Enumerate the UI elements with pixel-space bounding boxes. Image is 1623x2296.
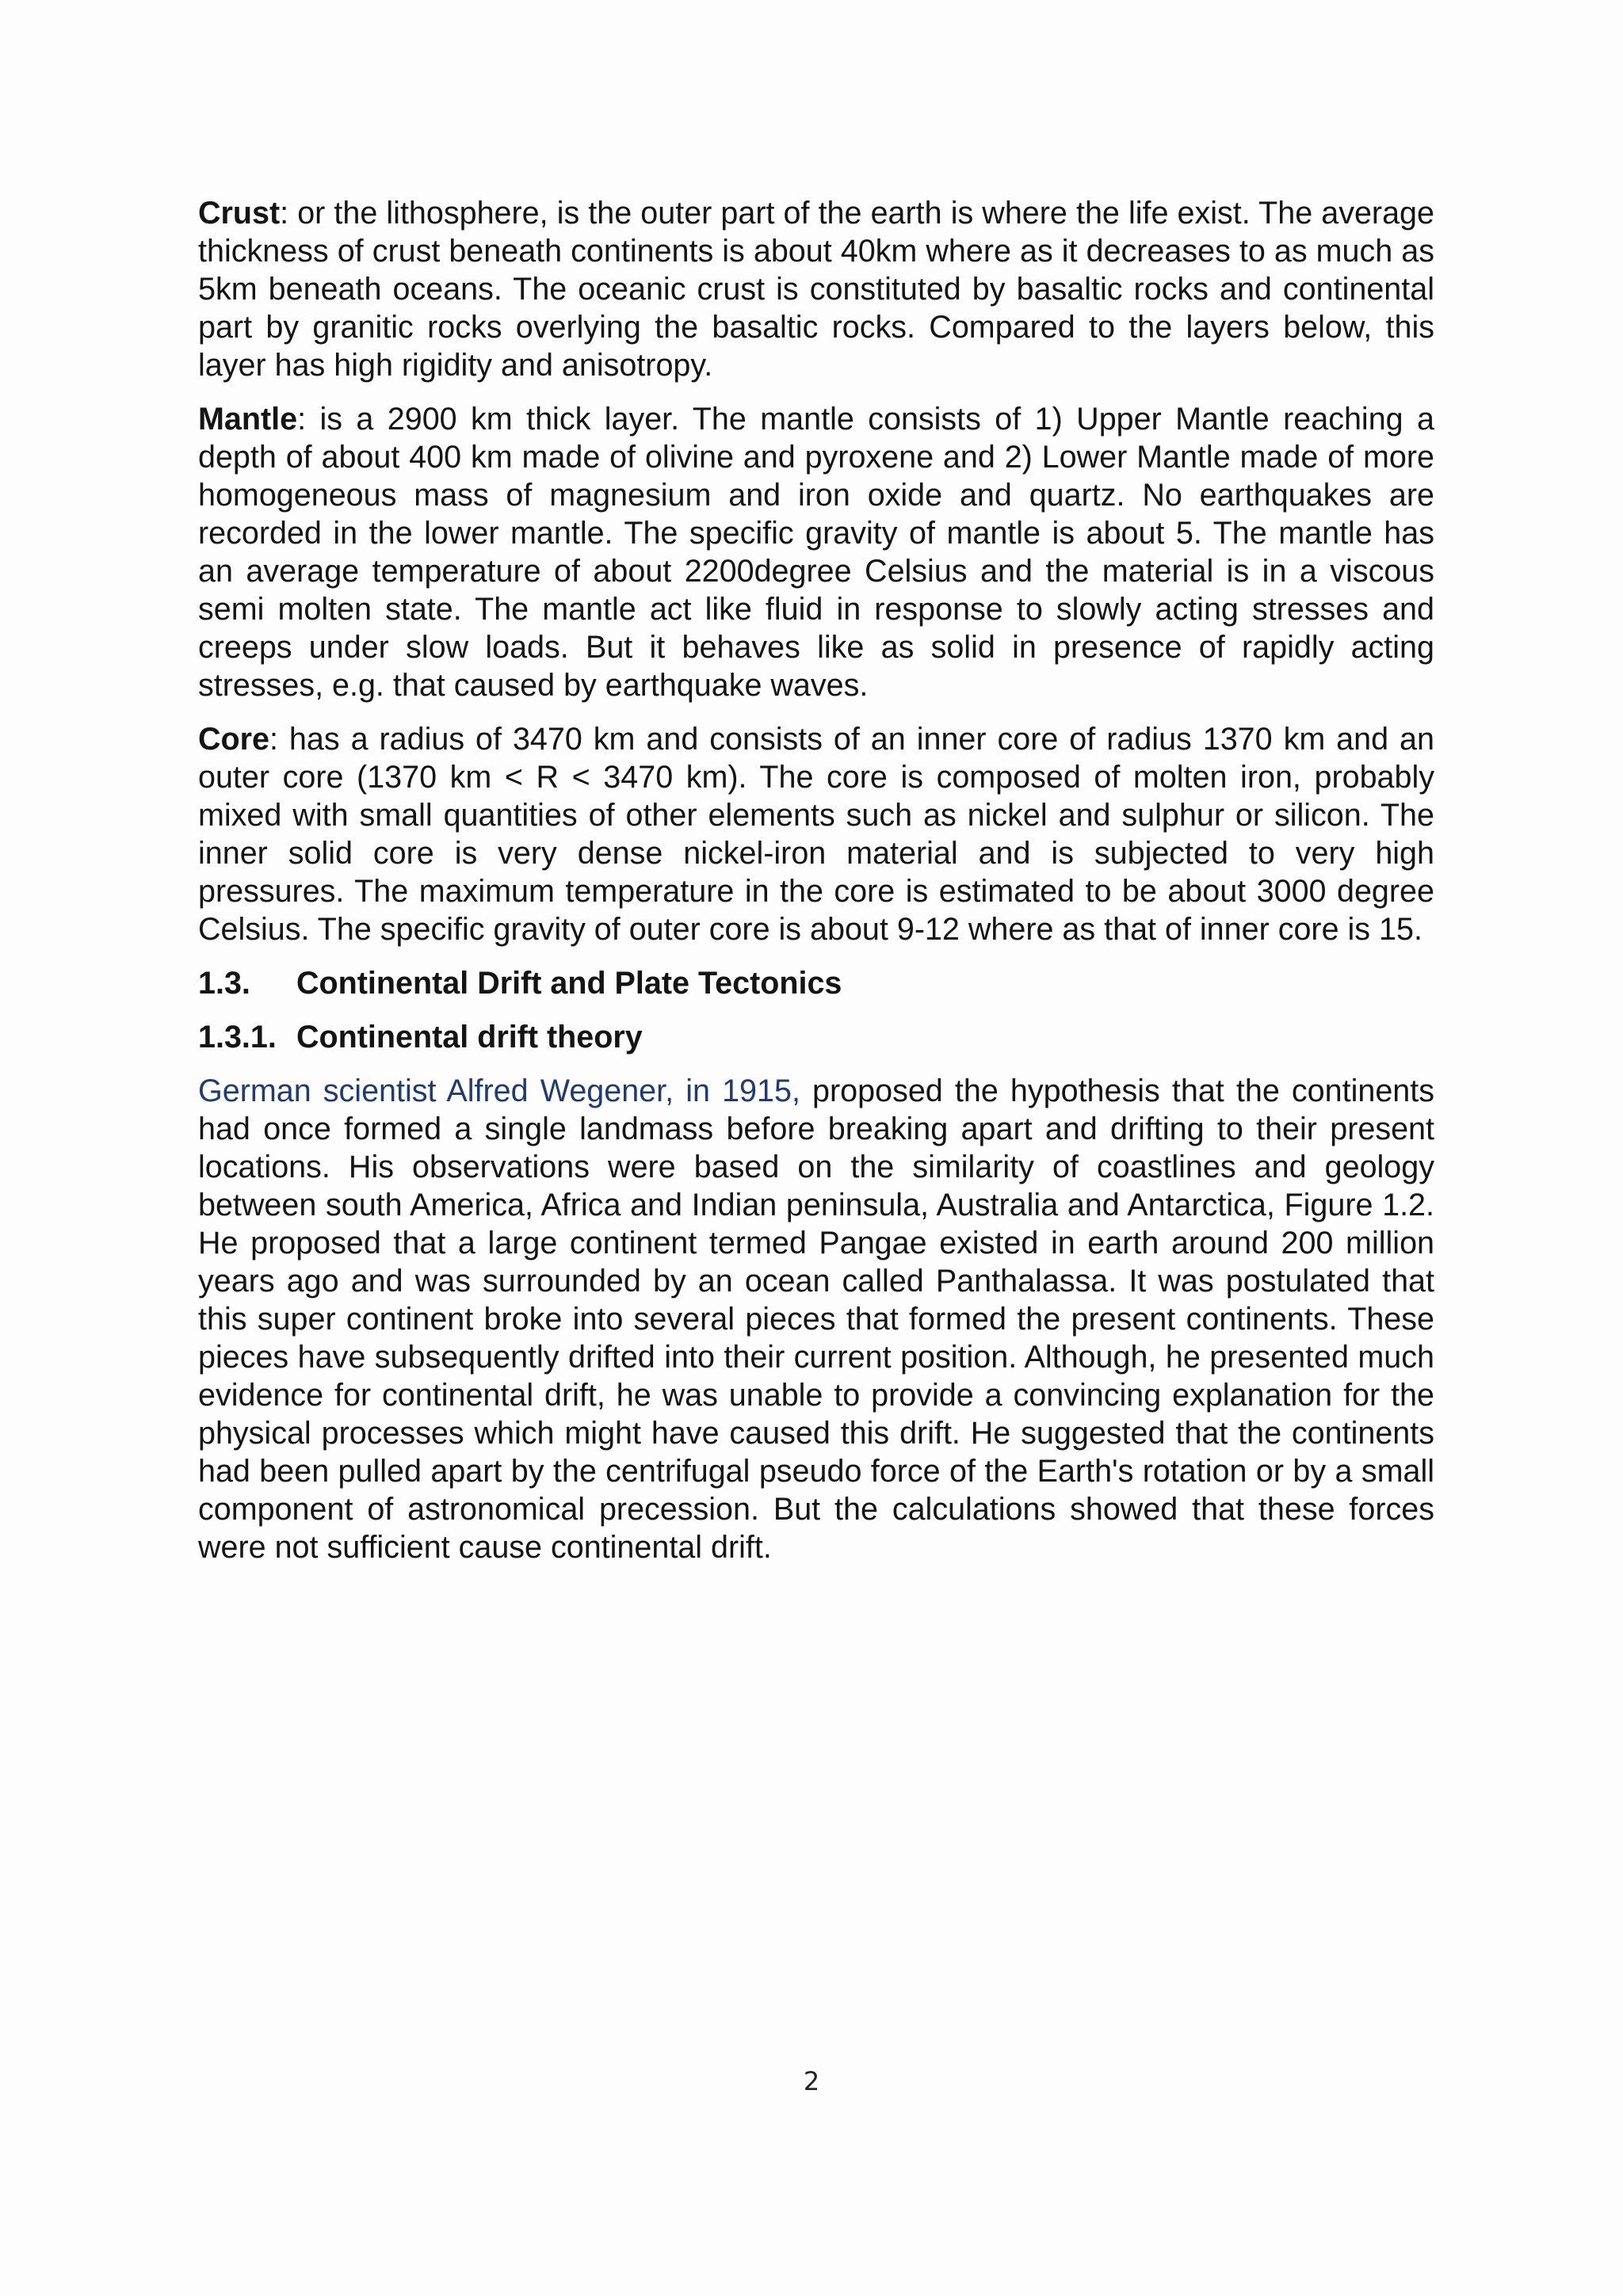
section-heading (198, 964, 1434, 1002)
subsection-title: Continental drift theory (296, 1020, 643, 1055)
wegener-paragraph (198, 1072, 1434, 1566)
page-number: 2 (803, 2066, 820, 2096)
page-content (198, 194, 1434, 1582)
core-paragraph (198, 720, 1434, 948)
subsection-heading (198, 1018, 1434, 1056)
section-title: Continental Drift and Plate Tectonics (296, 966, 842, 1001)
crust-paragraph (198, 194, 1434, 384)
mantle-term: Mantle (198, 402, 298, 437)
crust-term: Crust (198, 196, 281, 231)
subsection-number: 1.3.1. (198, 1020, 277, 1055)
mantle-paragraph (198, 400, 1434, 704)
wegener-text: proposed the hypothesis that the continents had once formed a single landmass before breaking apart and drifting to their present locations. His observations were based on the similarity of coastlines and geology between south America, Africa and Indian peninsula, Australia and Antarctica, Figure 1.2. He proposed that a large continent termed Pangae existed in earth around 200 million years ago and was surrounded by an ocean called Panthalassa. It was postulated that this super continent broke into several pieces that formed the present continents. These pieces have subsequently drifted into their current position. Although, he presented much evidence for continental drift, he was unable to provide a convincing explanation for the physical processes which might have caused this drift. He suggested that the continents had been pulled apart by the centrifugal pseudo force of the Earth's rotation or by a small component of astronomical precession. But the calculations showed that these forces were not sufficient cause continental drift. (198, 1074, 1434, 1565)
core-term: Core (198, 722, 269, 757)
crust-text: : or the lithosphere, is the outer part of the earth is where the life exist. The average thickness of crust beneath continents is about 40km where as it decreases to as much as 5km beneath oceans. The oceanic crust is constituted by basaltic rocks and continental part by granitic rocks overlying the basaltic rocks. Compared to the layers below, this layer has high rigidity and anisotropy. (198, 196, 1434, 383)
section-number: 1.3. (198, 966, 250, 1001)
mantle-text: : is a 2900 km thick layer. The mantle consists of 1) Upper Mantle reaching a depth of about 400 km made of olivine and pyroxene and 2) Lower Mantle made of more homogeneous mass of magnesium and iron oxide and quartz. No earthquakes are recorded in the lower mantle. The specific gravity of mantle is about 5. The mantle has an average temperature of about 2200degree Celsius and the material is in a viscous semi molten state. The mantle act like fluid in response to slowly acting stresses and creeps under slow loads. But it behaves like as solid in presence of rapidly acting stresses, e.g. that caused by earthquake waves. (198, 402, 1434, 703)
wegener-highlight: German scientist Alfred Wegener, in 1915, (198, 1074, 800, 1108)
core-text: : has a radius of 3470 km and consists of an inner core of radius 1370 km and an outer core (1370 km < R < 3470 km). The core is composed of molten iron, probably mixed with small quantities of other elements such as nickel and sulphur or silicon. The inner solid core is very dense nickel-iron material and is subjected to very high pressures. The maximum temperature in the core is estimated to be about 3000 degree Celsius. The specific gravity of outer core is about 9-12 where as that of inner core is 15. (198, 722, 1434, 947)
